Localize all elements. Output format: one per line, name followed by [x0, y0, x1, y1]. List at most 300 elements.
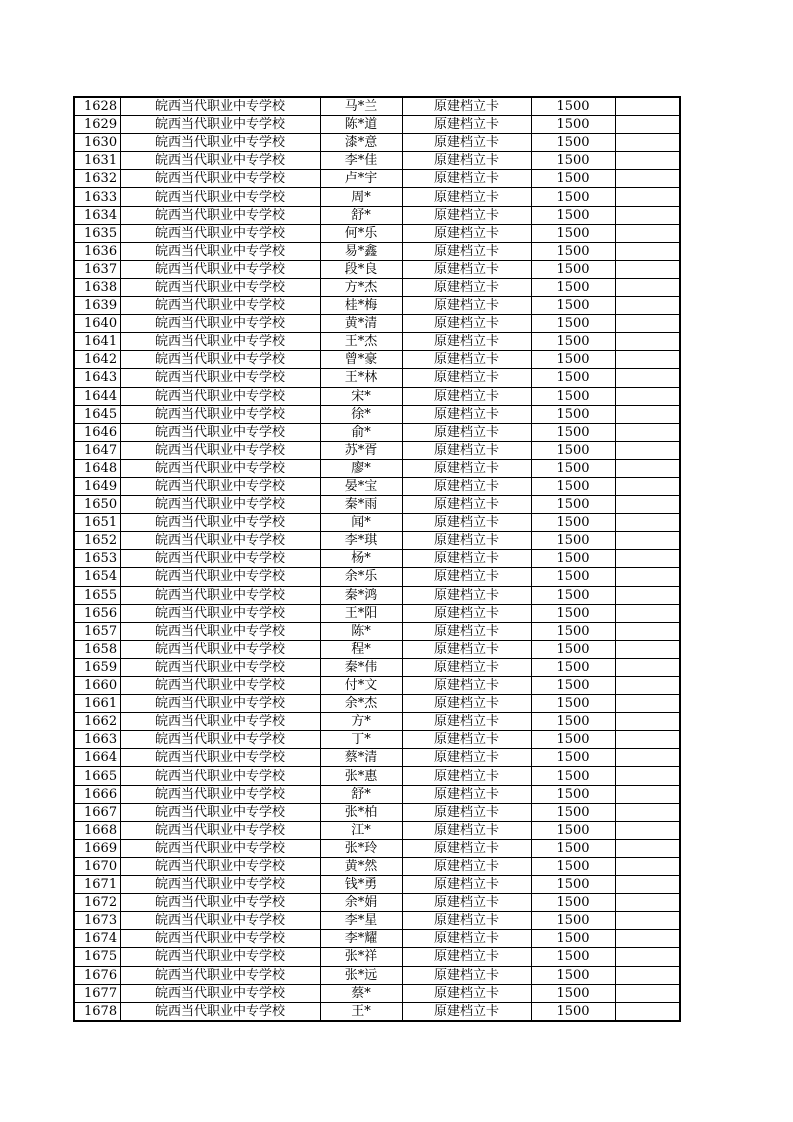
amount-cell: 1500: [531, 695, 615, 713]
student-name-cell: 方*: [320, 713, 402, 731]
category-cell: 原建档立卡: [402, 984, 531, 1002]
category-cell: 原建档立卡: [402, 315, 531, 333]
amount-cell: 1500: [531, 839, 615, 857]
row-number-cell: 1656: [74, 604, 120, 622]
remark-cell: [615, 658, 680, 676]
school-name-cell: 皖西当代职业中专学校: [120, 514, 320, 532]
table-row: [74, 514, 680, 532]
school-name-cell: 皖西当代职业中专学校: [120, 948, 320, 966]
amount-cell: 1500: [531, 224, 615, 242]
row-number-cell: 1652: [74, 532, 120, 550]
category-cell: 原建档立卡: [402, 333, 531, 351]
school-name-cell: 皖西当代职业中专学校: [120, 351, 320, 369]
row-number-cell: 1664: [74, 749, 120, 767]
table-row: [74, 260, 680, 278]
table-row: [74, 640, 680, 658]
school-name-cell: 皖西当代职业中专学校: [120, 315, 320, 333]
remark-cell: [615, 803, 680, 821]
category-cell: 原建档立卡: [402, 369, 531, 387]
amount-cell: 1500: [531, 731, 615, 749]
remark-cell: [615, 677, 680, 695]
school-name-cell: 皖西当代职业中专学校: [120, 170, 320, 188]
remark-cell: [615, 568, 680, 586]
table-row: [74, 731, 680, 749]
school-name-cell: 皖西当代职业中专学校: [120, 604, 320, 622]
school-name-cell: 皖西当代职业中专学校: [120, 206, 320, 224]
category-cell: 原建档立卡: [402, 441, 531, 459]
school-name-cell: 皖西当代职业中专学校: [120, 640, 320, 658]
student-name-cell: 张*惠: [320, 767, 402, 785]
school-name-cell: 皖西当代职业中专学校: [120, 695, 320, 713]
table-row: [74, 785, 680, 803]
category-cell: 原建档立卡: [402, 658, 531, 676]
school-name-cell: 皖西当代职业中专学校: [120, 839, 320, 857]
school-name-cell: 皖西当代职业中专学校: [120, 496, 320, 514]
school-name-cell: 皖西当代职业中专学校: [120, 568, 320, 586]
remark-cell: [615, 152, 680, 170]
school-name-cell: 皖西当代职业中专学校: [120, 423, 320, 441]
student-name-cell: 余*娟: [320, 894, 402, 912]
student-name-cell: 钱*勇: [320, 876, 402, 894]
school-name-cell: 皖西当代职业中专学校: [120, 731, 320, 749]
student-name-cell: 马*兰: [320, 97, 402, 116]
student-name-cell: 陈*道: [320, 116, 402, 134]
remark-cell: [615, 948, 680, 966]
remark-cell: [615, 242, 680, 260]
table-row: [74, 206, 680, 224]
remark-cell: [615, 749, 680, 767]
student-name-cell: 程*: [320, 640, 402, 658]
row-number-cell: 1644: [74, 387, 120, 405]
student-name-cell: 苏*胥: [320, 441, 402, 459]
amount-cell: 1500: [531, 496, 615, 514]
row-number-cell: 1649: [74, 477, 120, 495]
student-name-cell: 秦*鸿: [320, 586, 402, 604]
school-name-cell: 皖西当代职业中专学校: [120, 224, 320, 242]
table-row: [74, 695, 680, 713]
amount-cell: 1500: [531, 1002, 615, 1021]
amount-cell: 1500: [531, 387, 615, 405]
category-cell: 原建档立卡: [402, 912, 531, 930]
row-number-cell: 1642: [74, 351, 120, 369]
table-row: [74, 767, 680, 785]
table-row: [74, 315, 680, 333]
amount-cell: 1500: [531, 134, 615, 152]
school-name-cell: 皖西当代职业中专学校: [120, 586, 320, 604]
amount-cell: 1500: [531, 477, 615, 495]
amount-cell: 1500: [531, 821, 615, 839]
category-cell: 原建档立卡: [402, 550, 531, 568]
table-row: [74, 351, 680, 369]
row-number-cell: 1658: [74, 640, 120, 658]
table-row: [74, 912, 680, 930]
category-cell: 原建档立卡: [402, 876, 531, 894]
row-number-cell: 1651: [74, 514, 120, 532]
category-cell: 原建档立卡: [402, 839, 531, 857]
amount-cell: 1500: [531, 242, 615, 260]
remark-cell: [615, 496, 680, 514]
table-row: [74, 550, 680, 568]
remark-cell: [615, 876, 680, 894]
row-number-cell: 1662: [74, 713, 120, 731]
student-name-cell: 舒*: [320, 206, 402, 224]
row-number-cell: 1671: [74, 876, 120, 894]
category-cell: 原建档立卡: [402, 1002, 531, 1021]
category-cell: 原建档立卡: [402, 206, 531, 224]
row-number-cell: 1660: [74, 677, 120, 695]
category-cell: 原建档立卡: [402, 713, 531, 731]
row-number-cell: 1675: [74, 948, 120, 966]
school-name-cell: 皖西当代职业中专学校: [120, 930, 320, 948]
school-name-cell: 皖西当代职业中专学校: [120, 152, 320, 170]
amount-cell: 1500: [531, 803, 615, 821]
student-name-cell: 廖*: [320, 459, 402, 477]
remark-cell: [615, 477, 680, 495]
category-cell: 原建档立卡: [402, 134, 531, 152]
student-name-cell: 王*阳: [320, 604, 402, 622]
student-name-cell: 漆*意: [320, 134, 402, 152]
remark-cell: [615, 97, 680, 116]
table-row: [74, 387, 680, 405]
amount-cell: 1500: [531, 405, 615, 423]
table-row: [74, 586, 680, 604]
table-row: [74, 876, 680, 894]
table-row: [74, 188, 680, 206]
category-cell: 原建档立卡: [402, 695, 531, 713]
amount-cell: 1500: [531, 351, 615, 369]
category-cell: 原建档立卡: [402, 297, 531, 315]
amount-cell: 1500: [531, 97, 615, 116]
category-cell: 原建档立卡: [402, 803, 531, 821]
amount-cell: 1500: [531, 604, 615, 622]
school-name-cell: 皖西当代职业中专学校: [120, 333, 320, 351]
category-cell: 原建档立卡: [402, 894, 531, 912]
remark-cell: [615, 333, 680, 351]
school-name-cell: 皖西当代职业中专学校: [120, 749, 320, 767]
remark-cell: [615, 297, 680, 315]
school-name-cell: 皖西当代职业中专学校: [120, 912, 320, 930]
table-row: [74, 658, 680, 676]
table-row: [74, 134, 680, 152]
category-cell: 原建档立卡: [402, 586, 531, 604]
row-number-cell: 1640: [74, 315, 120, 333]
table-row: [74, 948, 680, 966]
table-row: [74, 97, 680, 116]
category-cell: 原建档立卡: [402, 423, 531, 441]
amount-cell: 1500: [531, 966, 615, 984]
row-number-cell: 1648: [74, 459, 120, 477]
student-subsidy-table: [73, 96, 681, 1022]
row-number-cell: 1669: [74, 839, 120, 857]
table-row: [74, 894, 680, 912]
school-name-cell: 皖西当代职业中专学校: [120, 984, 320, 1002]
school-name-cell: 皖西当代职业中专学校: [120, 876, 320, 894]
student-name-cell: 秦*伟: [320, 658, 402, 676]
remark-cell: [615, 622, 680, 640]
amount-cell: 1500: [531, 713, 615, 731]
school-name-cell: 皖西当代职业中专学校: [120, 297, 320, 315]
student-name-cell: 王*: [320, 1002, 402, 1021]
remark-cell: [615, 731, 680, 749]
school-name-cell: 皖西当代职业中专学校: [120, 821, 320, 839]
remark-cell: [615, 767, 680, 785]
school-name-cell: 皖西当代职业中专学校: [120, 532, 320, 550]
student-name-cell: 张*柏: [320, 803, 402, 821]
row-number-cell: 1636: [74, 242, 120, 260]
table-row: [74, 930, 680, 948]
category-cell: 原建档立卡: [402, 97, 531, 116]
remark-cell: [615, 966, 680, 984]
category-cell: 原建档立卡: [402, 767, 531, 785]
table-row: [74, 441, 680, 459]
row-number-cell: 1659: [74, 658, 120, 676]
amount-cell: 1500: [531, 640, 615, 658]
amount-cell: 1500: [531, 857, 615, 875]
amount-cell: 1500: [531, 658, 615, 676]
student-name-cell: 方*杰: [320, 278, 402, 296]
row-number-cell: 1677: [74, 984, 120, 1002]
table-row: [74, 713, 680, 731]
amount-cell: 1500: [531, 532, 615, 550]
row-number-cell: 1666: [74, 785, 120, 803]
amount-cell: 1500: [531, 586, 615, 604]
remark-cell: [615, 857, 680, 875]
student-name-cell: 黄*清: [320, 315, 402, 333]
table-row: [74, 224, 680, 242]
amount-cell: 1500: [531, 894, 615, 912]
remark-cell: [615, 423, 680, 441]
row-number-cell: 1643: [74, 369, 120, 387]
remark-cell: [615, 188, 680, 206]
table-row: [74, 622, 680, 640]
row-number-cell: 1628: [74, 97, 120, 116]
amount-cell: 1500: [531, 441, 615, 459]
table-row: [74, 333, 680, 351]
table-row: [74, 966, 680, 984]
row-number-cell: 1655: [74, 586, 120, 604]
table-row: [74, 242, 680, 260]
remark-cell: [615, 713, 680, 731]
category-cell: 原建档立卡: [402, 749, 531, 767]
table-row: [74, 1002, 680, 1021]
student-name-cell: 杨*: [320, 550, 402, 568]
remark-cell: [615, 206, 680, 224]
remark-cell: [615, 405, 680, 423]
table-row: [74, 857, 680, 875]
student-name-cell: 晏*宝: [320, 477, 402, 495]
amount-cell: 1500: [531, 514, 615, 532]
school-name-cell: 皖西当代职业中专学校: [120, 622, 320, 640]
school-name-cell: 皖西当代职业中专学校: [120, 966, 320, 984]
amount-cell: 1500: [531, 550, 615, 568]
remark-cell: [615, 315, 680, 333]
row-number-cell: 1633: [74, 188, 120, 206]
remark-cell: [615, 532, 680, 550]
amount-cell: 1500: [531, 785, 615, 803]
student-name-cell: 付*文: [320, 677, 402, 695]
row-number-cell: 1653: [74, 550, 120, 568]
student-name-cell: 何*乐: [320, 224, 402, 242]
remark-cell: [615, 984, 680, 1002]
remark-cell: [615, 640, 680, 658]
remark-cell: [615, 785, 680, 803]
school-name-cell: 皖西当代职业中专学校: [120, 387, 320, 405]
row-number-cell: 1646: [74, 423, 120, 441]
school-name-cell: 皖西当代职业中专学校: [120, 242, 320, 260]
category-cell: 原建档立卡: [402, 459, 531, 477]
remark-cell: [615, 514, 680, 532]
amount-cell: 1500: [531, 423, 615, 441]
category-cell: 原建档立卡: [402, 152, 531, 170]
remark-cell: [615, 912, 680, 930]
table-row: [74, 749, 680, 767]
amount-cell: 1500: [531, 677, 615, 695]
row-number-cell: 1676: [74, 966, 120, 984]
table-row: [74, 984, 680, 1002]
school-name-cell: 皖西当代职业中专学校: [120, 713, 320, 731]
amount-cell: 1500: [531, 912, 615, 930]
category-cell: 原建档立卡: [402, 188, 531, 206]
amount-cell: 1500: [531, 767, 615, 785]
student-name-cell: 张*远: [320, 966, 402, 984]
student-name-cell: 张*玲: [320, 839, 402, 857]
remark-cell: [615, 369, 680, 387]
school-name-cell: 皖西当代职业中专学校: [120, 658, 320, 676]
student-name-cell: 李*佳: [320, 152, 402, 170]
category-cell: 原建档立卡: [402, 785, 531, 803]
student-name-cell: 卢*宇: [320, 170, 402, 188]
category-cell: 原建档立卡: [402, 242, 531, 260]
student-name-cell: 俞*: [320, 423, 402, 441]
remark-cell: [615, 1002, 680, 1021]
student-name-cell: 段*良: [320, 260, 402, 278]
amount-cell: 1500: [531, 568, 615, 586]
category-cell: 原建档立卡: [402, 170, 531, 188]
amount-cell: 1500: [531, 749, 615, 767]
amount-cell: 1500: [531, 278, 615, 296]
category-cell: 原建档立卡: [402, 405, 531, 423]
row-number-cell: 1665: [74, 767, 120, 785]
student-name-cell: 易*鑫: [320, 242, 402, 260]
row-number-cell: 1678: [74, 1002, 120, 1021]
table-body: [74, 97, 680, 1021]
category-cell: 原建档立卡: [402, 387, 531, 405]
student-name-cell: 曾*豪: [320, 351, 402, 369]
row-number-cell: 1650: [74, 496, 120, 514]
category-cell: 原建档立卡: [402, 116, 531, 134]
student-name-cell: 余*杰: [320, 695, 402, 713]
category-cell: 原建档立卡: [402, 930, 531, 948]
student-name-cell: 蔡*清: [320, 749, 402, 767]
category-cell: 原建档立卡: [402, 821, 531, 839]
table-row: [74, 532, 680, 550]
table-row: [74, 496, 680, 514]
row-number-cell: 1668: [74, 821, 120, 839]
row-number-cell: 1657: [74, 622, 120, 640]
remark-cell: [615, 260, 680, 278]
school-name-cell: 皖西当代职业中专学校: [120, 803, 320, 821]
table-row: [74, 423, 680, 441]
student-name-cell: 陈*: [320, 622, 402, 640]
table-row: [74, 170, 680, 188]
table-row: [74, 278, 680, 296]
row-number-cell: 1631: [74, 152, 120, 170]
category-cell: 原建档立卡: [402, 351, 531, 369]
category-cell: 原建档立卡: [402, 948, 531, 966]
school-name-cell: 皖西当代职业中专学校: [120, 405, 320, 423]
row-number-cell: 1639: [74, 297, 120, 315]
row-number-cell: 1634: [74, 206, 120, 224]
student-name-cell: 王*杰: [320, 333, 402, 351]
category-cell: 原建档立卡: [402, 278, 531, 296]
table-row: [74, 803, 680, 821]
school-name-cell: 皖西当代职业中专学校: [120, 116, 320, 134]
school-name-cell: 皖西当代职业中专学校: [120, 785, 320, 803]
table-row: [74, 568, 680, 586]
school-name-cell: 皖西当代职业中专学校: [120, 97, 320, 116]
school-name-cell: 皖西当代职业中专学校: [120, 677, 320, 695]
school-name-cell: 皖西当代职业中专学校: [120, 894, 320, 912]
category-cell: 原建档立卡: [402, 731, 531, 749]
row-number-cell: 1632: [74, 170, 120, 188]
student-name-cell: 周*: [320, 188, 402, 206]
remark-cell: [615, 441, 680, 459]
school-name-cell: 皖西当代职业中专学校: [120, 857, 320, 875]
remark-cell: [615, 387, 680, 405]
category-cell: 原建档立卡: [402, 677, 531, 695]
student-name-cell: 秦*雨: [320, 496, 402, 514]
category-cell: 原建档立卡: [402, 224, 531, 242]
school-name-cell: 皖西当代职业中专学校: [120, 550, 320, 568]
row-number-cell: 1638: [74, 278, 120, 296]
category-cell: 原建档立卡: [402, 622, 531, 640]
row-number-cell: 1661: [74, 695, 120, 713]
amount-cell: 1500: [531, 459, 615, 477]
remark-cell: [615, 894, 680, 912]
table-row: [74, 604, 680, 622]
table-row: [74, 116, 680, 134]
remark-cell: [615, 116, 680, 134]
amount-cell: 1500: [531, 260, 615, 278]
remark-cell: [615, 695, 680, 713]
remark-cell: [615, 170, 680, 188]
amount-cell: 1500: [531, 622, 615, 640]
amount-cell: 1500: [531, 930, 615, 948]
student-name-cell: 黄*然: [320, 857, 402, 875]
remark-cell: [615, 930, 680, 948]
table-row: [74, 477, 680, 495]
table-row: [74, 152, 680, 170]
remark-cell: [615, 586, 680, 604]
amount-cell: 1500: [531, 876, 615, 894]
student-name-cell: 张*祥: [320, 948, 402, 966]
student-name-cell: 李*耀: [320, 930, 402, 948]
student-name-cell: 丁*: [320, 731, 402, 749]
row-number-cell: 1635: [74, 224, 120, 242]
remark-cell: [615, 278, 680, 296]
row-number-cell: 1670: [74, 857, 120, 875]
row-number-cell: 1663: [74, 731, 120, 749]
remark-cell: [615, 821, 680, 839]
amount-cell: 1500: [531, 984, 615, 1002]
remark-cell: [615, 351, 680, 369]
remark-cell: [615, 224, 680, 242]
student-name-cell: 宋*: [320, 387, 402, 405]
row-number-cell: 1673: [74, 912, 120, 930]
category-cell: 原建档立卡: [402, 604, 531, 622]
student-name-cell: 王*林: [320, 369, 402, 387]
category-cell: 原建档立卡: [402, 514, 531, 532]
